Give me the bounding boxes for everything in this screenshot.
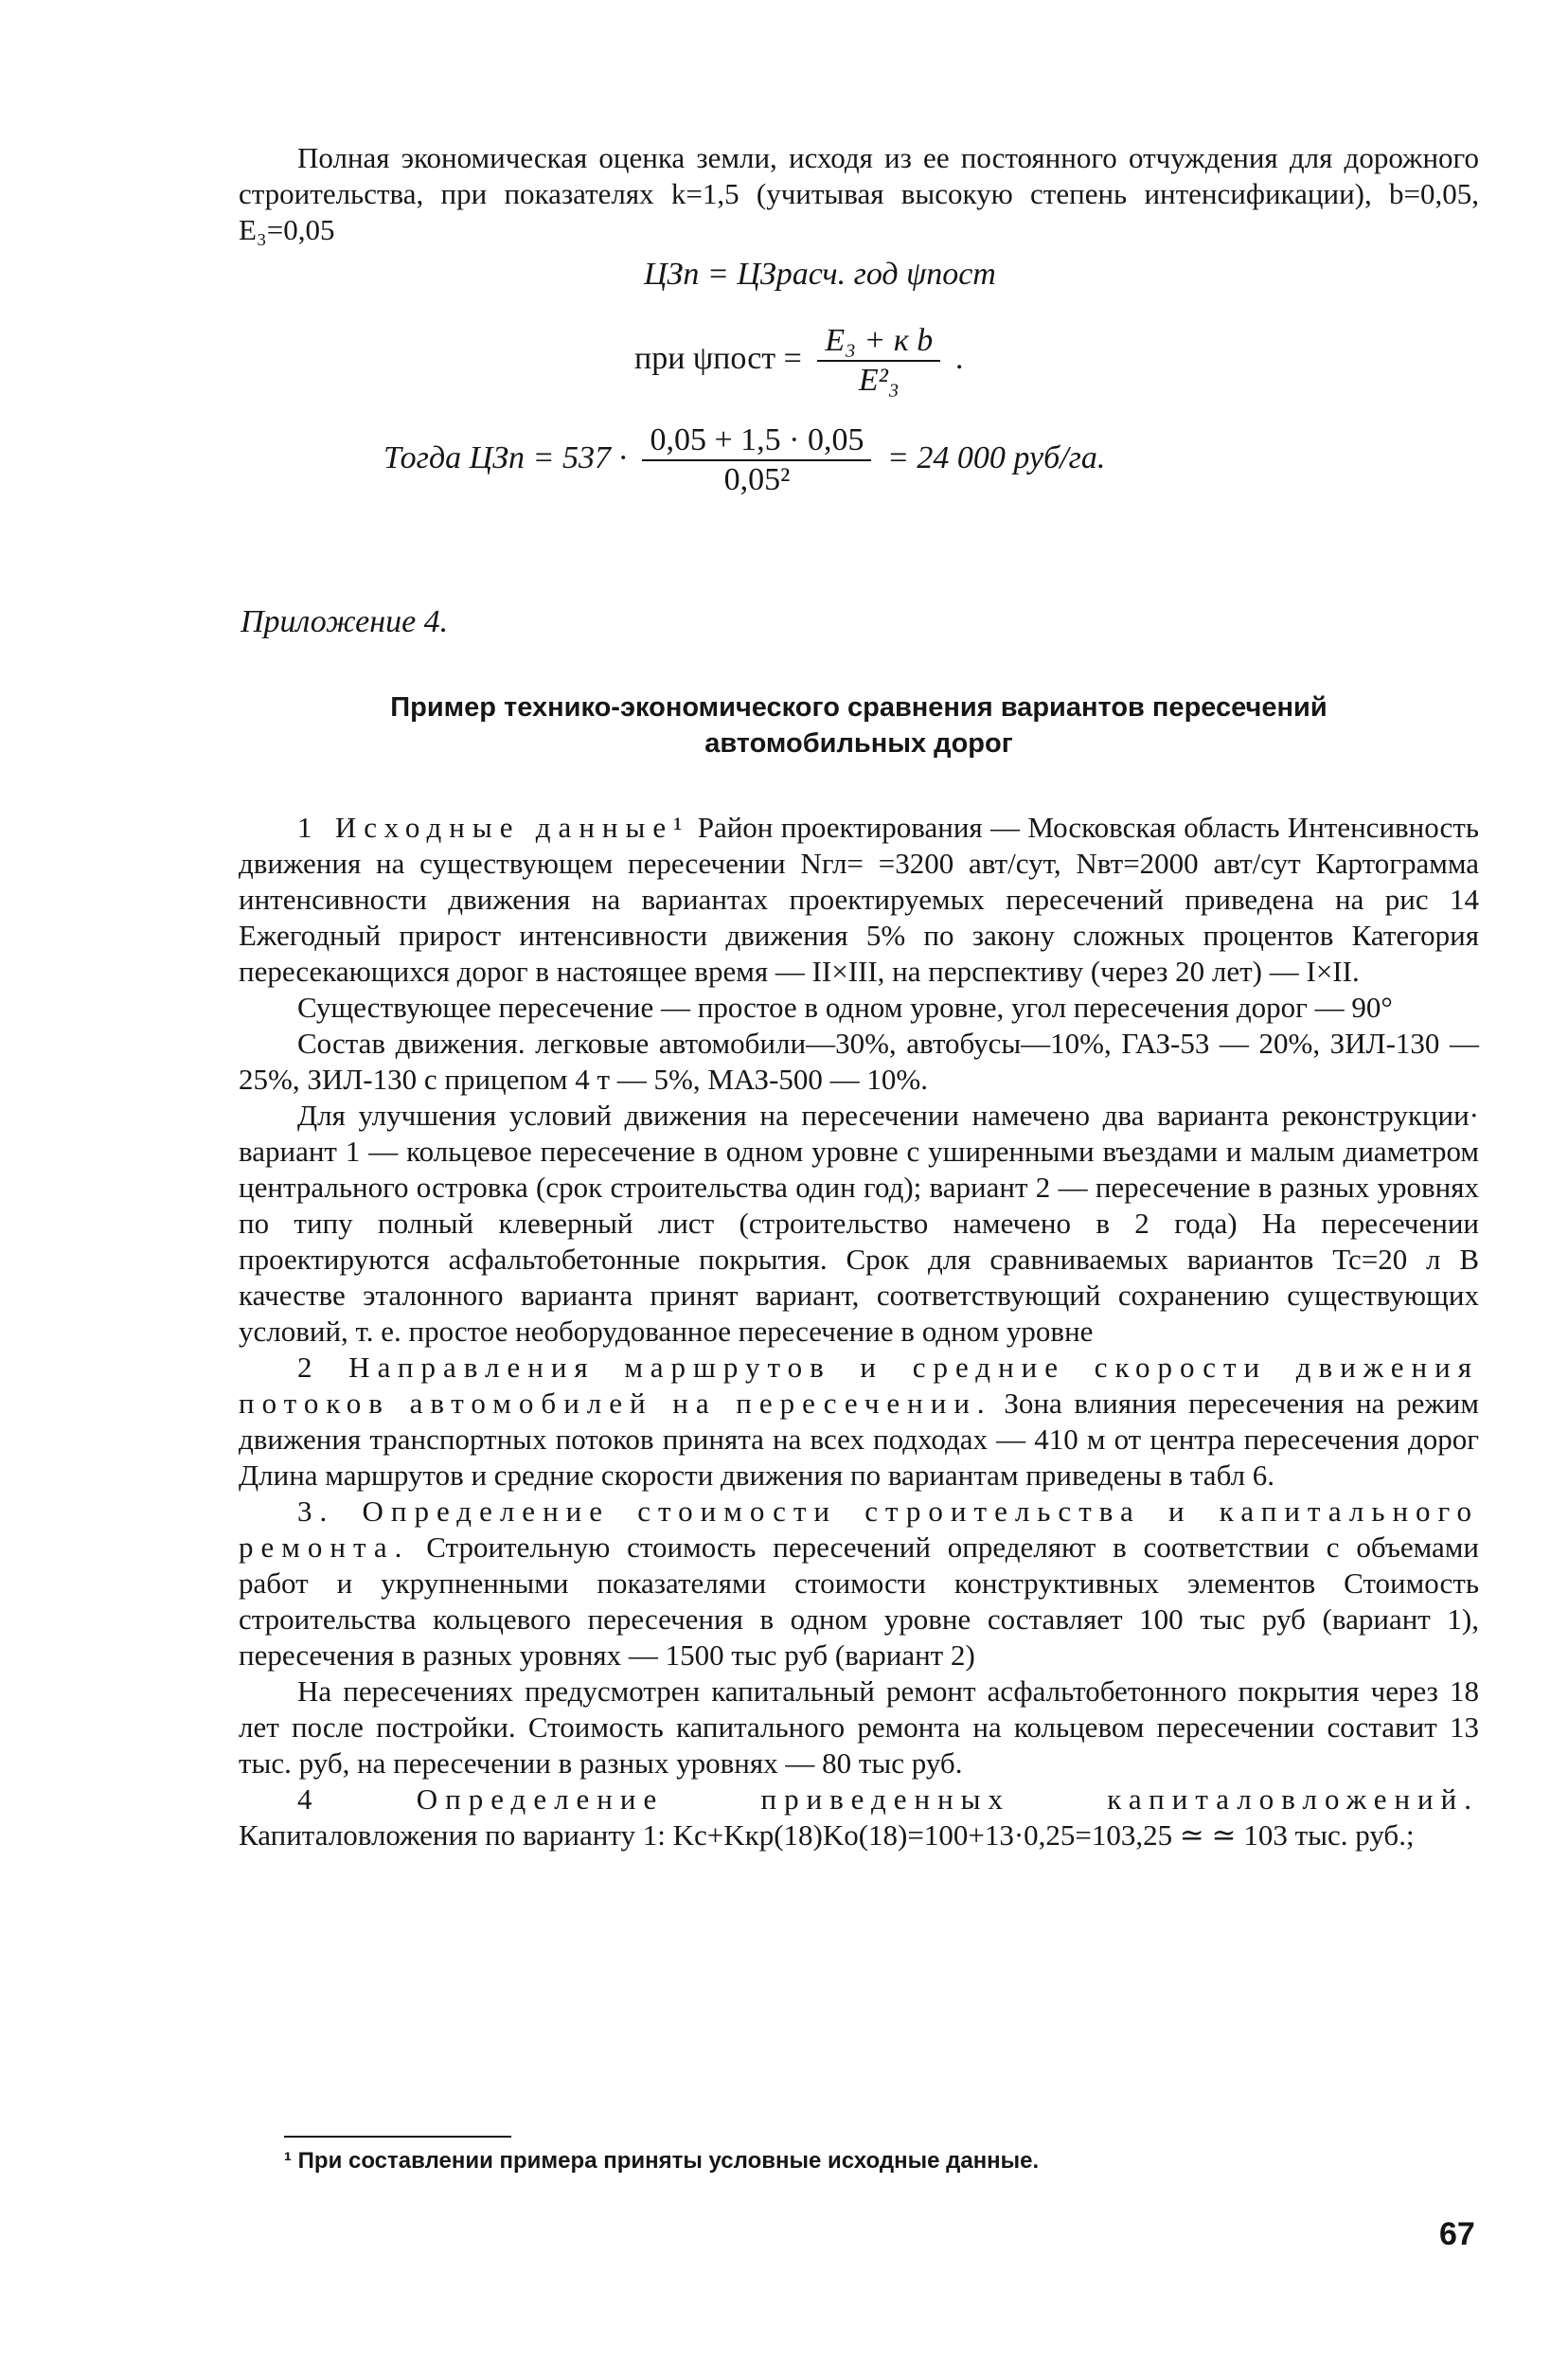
paragraph-variants: Для улучшения условий движения на пересечении намечено два варианта реконструкции· вариант 1 — кольцевое пересечение в одном уровне с уширенными въездами и малым диаметром центрального островка (срок строительства один год); вариант 2 — пересечение в разных уровнях по типу полный клеверный лист (строительство намечено в 2 года) На пересечении проектируются асфальтобетонные покрытия. Срок для сравниваемых вариантов Tc=20 л В качестве эталонного варианта принят вариант, соответствующий сохранению существующих условий, т. е. простое необорудованное пересечение в одном уровне bbox=[239, 1099, 1479, 1348]
section-2-text: Зона влияния пересечения на режим движения транспортных потоков принята на всех подходах — 410 м от центра пересечения дорог Длина маршрутов и средние скорости движения по вариантам приведены в табл 6. bbox=[239, 1387, 1479, 1492]
formula-result-denominator: 0,05² bbox=[723, 462, 791, 497]
footnote-divider bbox=[284, 2136, 511, 2138]
section-3-title: 3. Определение стоимости строительства и капитального ремонта. bbox=[239, 1495, 1479, 1564]
intro-paragraph: Полная экономическая оценка земли, исходя из ее постоянного отчуждения для дорожного строительства, при показателях k=1,5 (учитывая высокую степень интенсификации), b=0,05, E₃=0,05 bbox=[239, 141, 1479, 246]
formula-result-fraction bbox=[642, 421, 871, 499]
body-text bbox=[239, 810, 1479, 1853]
section-3-text: Строительную стоимость пересечений определяют в соответствии с объемами работ и укрупненными показателями стоимости конструктивных элементов Стоимость строительства кольцевого пересечения в одном уровне составляет 100 тыс руб (вариант 1), пересечения в разных уровнях — 1500 тыс руб (вариант 2) bbox=[239, 1531, 1479, 1672]
paragraph-traffic-composition: Состав движения. легковые автомобили—30%, автобусы—10%, ГАЗ-53 — 20%, ЗИЛ-130 — 25%, ЗИЛ-130 с прицепом 4 т — 5%, МАЗ-500 — 10%. bbox=[239, 1027, 1479, 1096]
appendix-label: Приложение 4. bbox=[241, 604, 449, 639]
page-number: 67 bbox=[1439, 2216, 1475, 2252]
section-2-title: 2 Направления маршрутов и средние скорости движения потоков автомобилей на пересечении. bbox=[239, 1351, 1479, 1420]
formula-psi-fraction bbox=[817, 322, 940, 400]
formula-result-numerator: 0,05 + 1,5 · 0,05 bbox=[642, 421, 871, 461]
section-1-text: Район проектирования — Московская область Интенсивность движения на существующем пересечении Nгл= =3200 авт/сут, Nвт=2000 авт/сут Картограмма интенсивности движения на вариантах проектируемых пересечений приведена на рис 14 Ежегодный прирост интенсивности движения 5% по закону сложных процентов Категория пересекающихся дорог в настоящее время — II×III, на перспективу (через 20 лет) — I×II. bbox=[239, 811, 1479, 988]
section-4-title: 4 Определение приведенных капиталовложений. bbox=[297, 1782, 1479, 1816]
formula-result bbox=[383, 421, 1105, 499]
formula-psi-denominator: E²₃ bbox=[858, 363, 900, 398]
formula-psi bbox=[634, 322, 964, 400]
formula-result-prefix: Тогда ЦЗп = 537 · bbox=[383, 439, 627, 475]
section-4-text: Капиталовложения по варианту 1: Kc+Kкр(18)Ko(18)=100+13·0,25=103,25 ≃ ≃ 103 тыс. руб.; bbox=[239, 1818, 1415, 1852]
paragraph-initial-data bbox=[239, 810, 1479, 990]
section-heading-line1: Пример технико-экономического сравнения вариантов пересечений bbox=[390, 692, 1327, 723]
paragraph-construction-cost bbox=[239, 1494, 1479, 1674]
formula-psi-prefix: при ψпост = bbox=[634, 340, 802, 376]
section-heading bbox=[239, 689, 1479, 761]
paragraph-capital-repair: На пересечениях предусмотрен капитальный ремонт асфальтобетонного покрытия через 18 лет после постройки. Стоимость капитального ремонта на кольцевом пересечении составит 13 тыс. руб, на пересечении в разных уровнях — 80 тыс руб. bbox=[239, 1674, 1479, 1780]
section-1-title: 1 Исходные данные¹ bbox=[297, 811, 690, 844]
formula-land-cost: ЦЗп = ЦЗрасч. год ψпост bbox=[644, 257, 996, 292]
section-heading-line2: автомобильных дорог bbox=[704, 728, 1013, 759]
paragraph-routes bbox=[239, 1350, 1479, 1494]
footnote: ¹ При составлении примера приняты условные исходные данные. bbox=[284, 2148, 1040, 2174]
paragraph-capital-investment bbox=[239, 1781, 1479, 1853]
formula-result-suffix: = 24 000 руб/га. bbox=[886, 439, 1106, 475]
formula-psi-numerator: E₃ + к b bbox=[817, 322, 940, 362]
formula-psi-suffix: . bbox=[955, 340, 965, 376]
paragraph-existing-intersection: Существующее пересечение — простое в одном уровне, угол пересечения дорог — 90° bbox=[297, 991, 1393, 1024]
